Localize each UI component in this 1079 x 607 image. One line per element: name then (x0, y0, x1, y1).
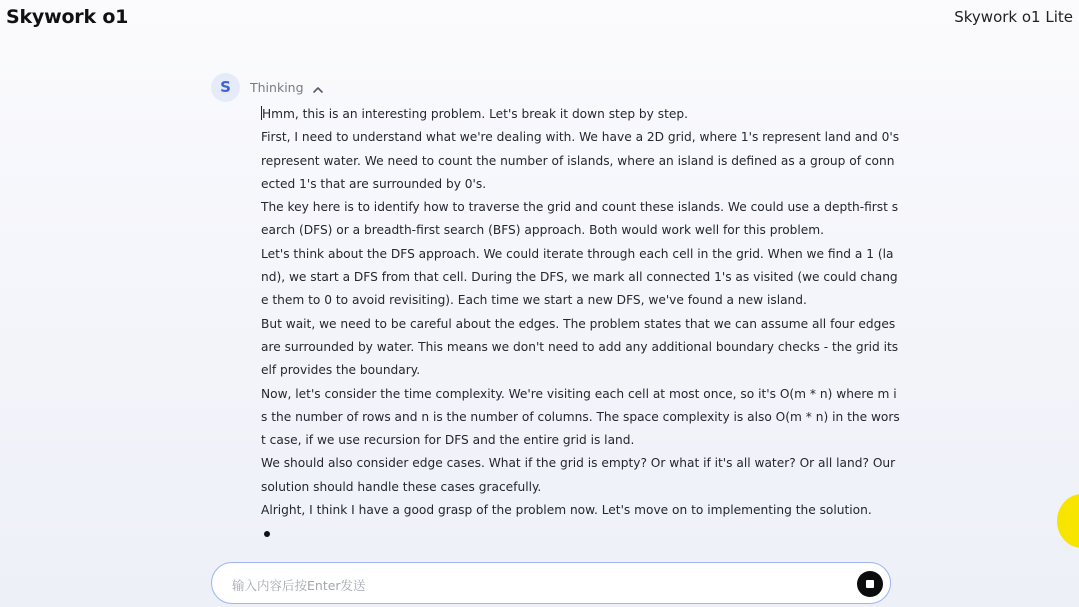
avatar: S (211, 73, 240, 102)
thinking-paragraph: Now, let's consider the time complexity. We're visiting each cell at most once, so it's O(m * n) where m is the number of rows and n is the number of columns. The space complexity is also O(m * n) in the worst case, if we use recursion for DFS and the entire grid is land. (261, 386, 900, 448)
thinking-paragraph: Hmm, this is an interesting problem. Let's break it down step by step. (262, 107, 688, 121)
brand-title: Skywork o1 (6, 6, 129, 28)
stop-icon (866, 580, 874, 588)
thinking-header[interactable] (211, 72, 324, 102)
floating-widget[interactable] (1057, 494, 1079, 548)
thinking-paragraph: But wait, we need to be careful about the edges. The problem states that we can assume all four edges are surrounded by water. This means we don't need to add any additional boundary checks - the grid itself provides the boundary. (261, 316, 899, 378)
chat-input-box (211, 562, 891, 604)
loading-indicator (264, 531, 270, 537)
thinking-label[interactable]: Thinking (250, 79, 304, 95)
app-header (0, 0, 1079, 40)
thinking-paragraph: The key here is to identify how to traverse the grid and count these islands. We could use a depth-first search (DFS) or a breadth-first search (BFS) approach. Both would work well for this problem. (261, 200, 899, 238)
thinking-paragraph: We should also consider edge cases. What if the grid is empty? Or what if it's all water? Or all land? Our solution should handle these cases gracefully. (261, 456, 896, 494)
thinking-paragraph: Let's think about the DFS approach. We could iterate through each cell in the grid. When we find a 1 (land), we start a DFS from that cell. During the DFS, we mark all connected 1's as visited (we could change them to 0 to avoid revisiting). Each time we start a new DFS, we've found a new island. (261, 246, 898, 308)
thinking-paragraph: First, I need to understand what we're dealing with. We have a 2D grid, where 1's represent land and 0's represent water. We need to count the number of islands, where an island is defined as a group of connected 1's that are surrounded by 0's. (261, 130, 900, 191)
chevron-up-icon[interactable] (312, 81, 324, 93)
stop-button[interactable] (857, 571, 883, 597)
model-selector[interactable]: Skywork o1 Lite (954, 8, 1073, 26)
thinking-paragraph: Alright, I think I have a good grasp of the problem now. Let's move on to implementing the solution. (261, 503, 872, 518)
chat-input[interactable] (230, 573, 834, 597)
thinking-content (261, 103, 901, 522)
